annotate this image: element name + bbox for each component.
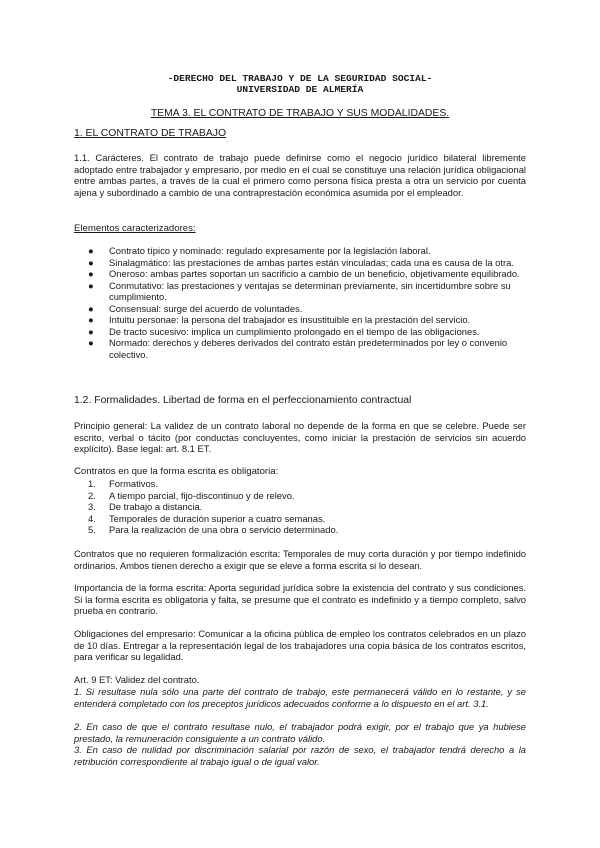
list-item: ● Conmutativo: las prestaciones y ventajas se determinan previamente, sin incertidumbre sobre su cumplimiento. [88,279,511,302]
topic-title: TEMA 3. EL CONTRATO DE TRABAJO Y SUS MODALIDADES. [150,108,450,119]
written-contracts-heading: Contratos en que la forma escrita es obligatoria: [74,466,279,477]
general-principle-paragraph: Principio general: La validez de un contrato laboral no depende de la forma en que se celebre. Puede ser escrito, verbal o tácito (por conductas concluyentes, como iniciar la prestación de servicios sin acuerdo explícito). Base legal: art. 8.1 ET. [74,420,526,454]
article-9-point-2: 2. En caso de que el contrato resultase nulo, el trabajador podrá exigir, por el trabajo que ya hubiese prestado, la remuneración consiguiente a un contrato válido. [74,721,526,744]
list-item: ● De tracto sucesivo: implica un cumplimiento prolongado en el tiempo de las obligaciones. [88,325,480,337]
employer-obligations-paragraph: Obligaciones del empresario: Comunicar a la oficina pública de empleo los contratos celebrados en un plazo de 10 días. Entregar a la representación legal de los trabajadores una copia básica de los contratos escritos, para verificar su legalidad. [74,628,526,662]
written-form-importance-paragraph: Importancia de la forma escrita: Aporta seguridad jurídica sobre la existencia del contrato y sus condiciones. Si la forma escrita es obligatoria y falta, se presume que el contrato es indefinido y a tiempo completo, salvo prueba en contrario. [74,582,526,616]
list-item: 5. Para la realización de una obra o servicio determinado. [88,524,339,535]
formalities-heading: 1.2. Formalidades. Libertad de forma en el perfeccionamiento contractual [74,395,412,406]
definition-paragraph: 1.1. Carácteres. El contrato de trabajo puede definirse como el negocio jurídico bilateral libremente adoptado entre trabajador y empresario, por medio en el cual se constituye una relación jurídica obligacional entre ambas partes, a través de la cual el primero como persona física presta a otra un servicio por cuenta ajena y subordinado a cambio de una contraprestación económica asumida por el empleador. [74,152,526,198]
elements-heading: Elementos caracterizadores: [74,223,196,234]
list-item: ● Normado: derechos y deberes derivados del contrato están predeterminados por ley o convenio colectivo. [88,337,508,360]
list-item: ● Intuitu personae: la persona del trabajador es insustituible en la prestación del servicio. [88,314,471,325]
university-name: UNIVERSIDAD DE ALMERÍA [236,84,364,95]
list-item: 3. De trabajo a distancia. [88,501,203,512]
elements-list [88,245,526,360]
list-item: ● Contrato típico y nominado: regulado expresamente por la legislación laboral. [88,245,431,256]
list-item: ● Sinalagmático: las prestaciones de ambas partes están vinculadas; cada una es causa de la otra. [88,256,514,268]
no-formalization-paragraph: Contratos que no requieren formalización escrita: Temporales de muy corta duración y por tiempo indefinido ordinarios. Ambos tienen derecho a exigir que se eleve a forma escrita si lo desean. [74,548,526,571]
list-item: ● Oneroso: ambas partes soportan un sacrificio a cambio de un beneficio, objetivamente equilibrado. [88,268,520,279]
section-title: 1. EL CONTRATO DE TRABAJO [74,128,227,139]
written-contracts-list [88,478,526,536]
list-item: 1. Formativos. [88,478,158,489]
article-9-heading: Art. 9 ET: Validez del contrato. [74,674,200,685]
article-9-point-3: 3. En caso de nulidad por discriminación salarial por razón de sexo, el trabajador tendrá derecho a la retribución correspondiente al trabajo igual o de igual valor. [74,744,526,767]
course-title: -DERECHO DEL TRABAJO Y DE LA SEGURIDAD SOCIAL- [167,73,433,84]
list-item: ● Consensual: surge del acuerdo de voluntades. [88,302,303,314]
article-9-point-1: 1. Si resultase nula sólo una parte del contrato de trabajo, este permanecerá válido en lo restante, y se entenderá completado con los preceptos jurídicos adecuados conforme a lo dispuesto en el art. 3.1. [74,686,526,709]
list-item: 4. Temporales de duración superior a cuatro semanas. [88,512,326,524]
list-item: 2. A tiempo parcial, fijo-discontinuo y de relevo. [88,489,295,501]
